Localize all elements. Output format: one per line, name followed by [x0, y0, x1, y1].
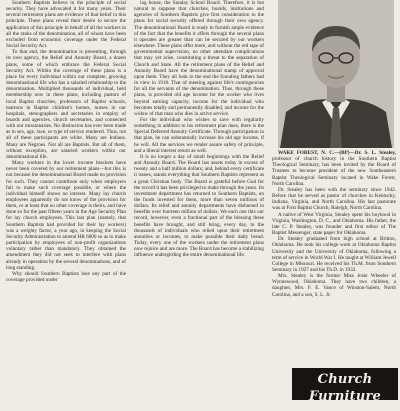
article-paragraph: For the individual who wishes to save with regularity something in addition to his retirement plan dues, there is the Special Deferred Annuity Certificate. Through participation in that plan, he can substantially increase his old age income, if he will. All the services we render assure safety of principle, and a liberal interest return as well.: [134, 116, 264, 154]
portrait-photo: [278, 0, 394, 148]
caption-paragraph: professor of church history in the Southern Baptist Theological Seminary, has been invited by the Board of Trustees to become president of the new Southeastern Baptist Theological Seminary located in Wake Forest, North Carolina.: [272, 156, 396, 187]
article-paragraph: To that end, the denomination is presenting, through its own agency, the Relief and Annuity Board, a dozen plans, some of which embrace the Federal Social Security Act. Within the coverage of these plans is a place for every individual within our complete, growing denominational life who has a salaried relationship to the denomination. Multiplied thousands of individual, held membership now in these plans, including pastors of local Baptist churches, professors of Baptist schools, matrons in Baptist children's homes, nurses in our hospitals, stenographers and secretaries in employ of boards and agencies, church secretaries, and connected with our missionaries. No distinction has ever been made as to sex, age, race, or type of service rendered. Thus, not all of these participants are white. Many are Indians. Many are Negroes. Not all are Baptists. But all of them, without exception, are salaried workers within our denominational life.: [6, 49, 126, 160]
church-furniture-ad: [292, 368, 398, 410]
portrait-illustration: [278, 0, 394, 148]
article-paragraph: ing house, the Sunday School Board. Therefore, it is but natural to suppose that churches, boards, institutions and agencies of Southern Baptists give first consideration to the plans for social security offered through their own agency. The denominational Board is ready to furnish ample evidence of the fact that the benefits it offers through the several plans it operates are greater than can be secured by our workers elsewhere. These plans offer more, and without the red tape of governmental supervision, no other attendant complications that may yet arise, constituting a threat to the separation of Church and State. All the retirement plans of the Relief and Annuity Board have the denominational stamp of approval upon them. They all look to the end the founding fathers had in view in 1918. That of meeting against life's contingencies for all the servants of the denomination. Thus, through these plans, is provided old age income for the worker who lives beyond earning capacity, income for the individual who becomes totally and permanently disabled, and income for the widow of that man who dies in active service.: [134, 0, 264, 117]
article-paragraph: Many workers in the lower income brackets have never been covered by our retirement plans—but this is not because the denominational Board made no provision for such. They cannot contribute only when employers fail to make such coverage possible, or where the individual himself shows no interest. Many lay church employees apparently do not know of the provision for them, or at least that no other coverage is theirs, and have done so for the past fifteen years in the Age Security Plan for lay church employees. This last plan (namely, that Southern Baptists had provided for their lay workers) was a weighty factor, a year ago, in keeping the Social Security Administration to amend HR 6000 so as to make participation by employees of non-profit organizations voluntary rather than mandatory. They obtained the amendment they did not seek to interfere with plans already in operation by the several denominations, and of long standing.: [6, 160, 126, 271]
caption-dateline: WAKE FOREST, N. C.—(BP)—Dr. S. L. Stealey,: [278, 150, 396, 156]
middle-article-column: [134, 0, 264, 400]
article-paragraph: Why should Southern Baptists lose any part of the coverage provided under: [6, 270, 126, 284]
caption-paragraph: Dr. Stealey graduated from high school at Britton, Oklahoma. He took his college work at Oklahoma Baptist University and the University of Oklahoma, following a term of service in World War I. He taught at William Jewell College in Missouri. He received his Th.M. from Southern Seminary in 1927 and his Th.D. in 1932.: [272, 236, 396, 273]
caption-paragraph: A native of West Virginia, Stealey spent his boyhood in Virginia, Washington, D. C., and Oklahoma. His father, the late C. P. Stealey, was founder and first editor of The Baptist Messenger, state paper for Oklahoma.: [272, 211, 396, 237]
article-paragraph: Southern Baptists believe in the principle of social security. They have advocated it for many years. Their several retirement plans are evidence of that belief in this principle. These plans reveal their desire to secure the application of this principle in behalf of all the workers in all the ranks of the denomination, all of whom have been excluded from economic coverage under the Federal Social Security Act.: [6, 0, 126, 50]
caption-paragraph: Dr. Stealey has been with the seminary since 1942. Before that he served as pastor of churches in Kentucky, Indiana, Virginia, and North Carolina. His last pastorate was at First Baptist Church, Raleigh, North Carolina.: [272, 186, 396, 212]
left-article-column: [6, 0, 126, 400]
photo-caption: [272, 150, 396, 298]
caption-paragraph: Mrs. Stealey is the former Miss Josie Wheeler of Wynnewood, Oklahoma. They have two children, a daughter, Mrs. F. E. Vance of Winston-Salem, North Carolina, and a son, S. L. Jr.: [272, 273, 396, 298]
article-paragraph: It is no longer a day of small beginnings with the Relief and Annuity Board. The Board has assets today in excess of twenty and a half million dollars; and, behind every certificate it issues, stands everything that Southern Baptists represent as a great Christian body. The Board is grateful before God for the record it has been privileged to make through the years. Its investment department has returned to Southern Baptists, on the funds invested for them, more than seven millions of dollars. Its relief and annuity departments have disbursed in benefits over fourteen million of dollars. We each one this our record, however, even a fractional part of the blessing these benefits have brought, and still bring, every day, to the thousands of individuals who relied upon their retirement annuities or incomes, to make possible their daily bread. Today, every one of the workers under the retirement plans now rejoice and are more. The Board has become a stabilizing influence undergirding the entire denominational life.: [134, 153, 264, 259]
ad-subtitle: SOUTHERN DESK COMPANY: [309, 405, 381, 410]
ad-title: Church Furniture: [308, 372, 382, 404]
